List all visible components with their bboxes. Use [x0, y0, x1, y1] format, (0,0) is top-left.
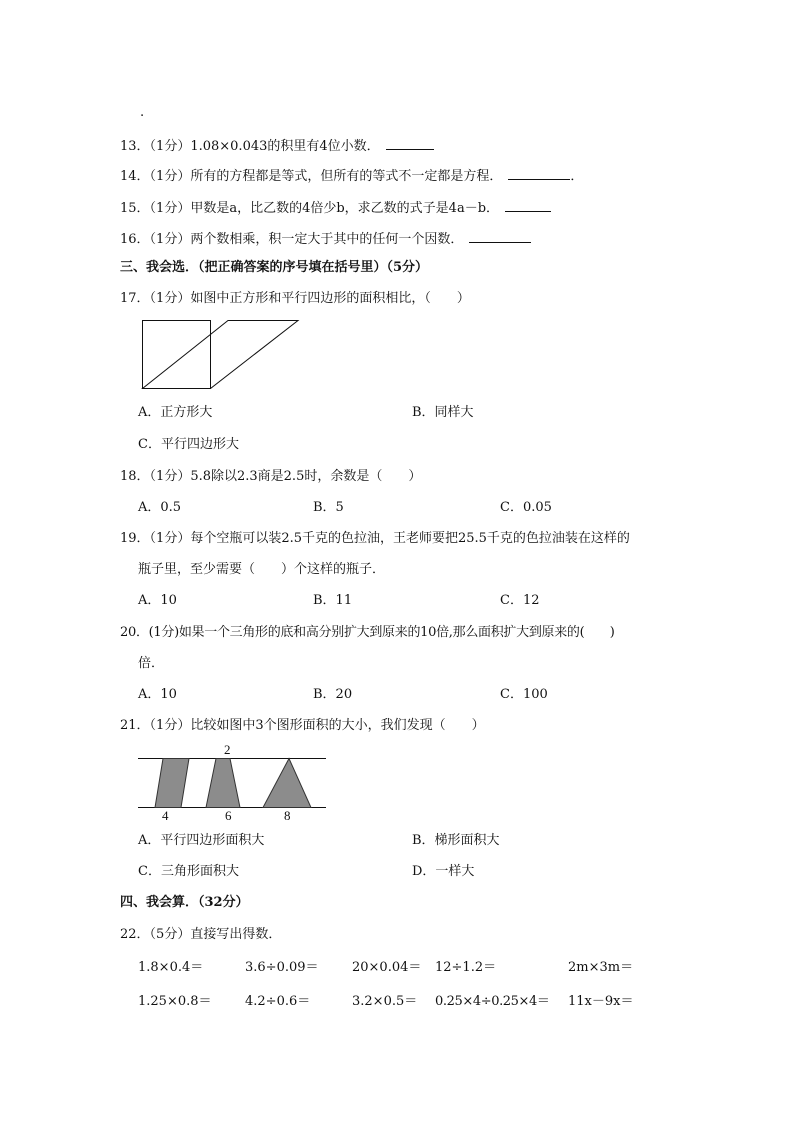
q20-option-a[interactable]: A．10	[138, 687, 177, 702]
section-3-heading: 三、我会选．（把正确答案的序号填在括号里）（5分）	[120, 260, 429, 275]
question-15-text: 甲数是a，比乙数的4倍少b，求乙数的式子是4a－b．	[190, 201, 500, 216]
question-13-number: 13．（1分）	[120, 139, 191, 154]
trapezoid-shape	[206, 759, 240, 808]
q17-option-c[interactable]: C．平行四边形大	[138, 437, 239, 452]
q18-option-c[interactable]: C．0.05	[500, 500, 552, 515]
q17-option-b[interactable]: B．同样大	[412, 405, 474, 420]
square-parallelogram-figure	[138, 316, 308, 392]
square-shape	[143, 321, 211, 389]
q21-option-d[interactable]: D．一样大	[412, 864, 475, 879]
q21-option-a[interactable]: A．平行四边形面积大	[138, 833, 265, 848]
question-16-text: 两个数相乘，积一定大于其中的任何一个因数．	[190, 232, 464, 247]
q21-option-c[interactable]: C．三角形面积大	[138, 864, 239, 879]
question-15	[120, 198, 551, 218]
answer-blank-16[interactable]	[469, 229, 531, 243]
calc-2-4: 0.25×4÷0.25×4＝	[435, 994, 550, 1009]
question-14-tail: ．	[570, 169, 584, 184]
calc-1-3: 20×0.04＝	[352, 960, 422, 975]
label-bottom-6: 6	[225, 808, 232, 822]
q20-option-c[interactable]: C．100	[500, 687, 548, 702]
q18-option-b[interactable]: B．5	[313, 500, 344, 515]
question-13-text: 1.08×0.043的积里有4位小数．	[190, 139, 380, 154]
question-19-stem-line2: 瓶子里，至少需要（ ）个这样的瓶子．	[138, 562, 386, 577]
question-20-stem-line2: 倍．	[138, 656, 165, 671]
q20-option-b[interactable]: B．20	[313, 687, 353, 702]
q19-option-b[interactable]: B．11	[313, 593, 353, 608]
q18-option-a[interactable]: A．0.5	[138, 500, 182, 515]
q17-option-a[interactable]: A．正方形大	[138, 405, 213, 420]
calc-2-1: 1.25×0.8＝	[138, 994, 212, 1009]
three-shapes-figure	[136, 740, 328, 822]
parallelogram-shape	[155, 759, 189, 808]
answer-blank-15[interactable]	[505, 198, 551, 212]
section-4-heading: 四、我会算．（32分）	[120, 895, 249, 910]
calc-1-2: 3.6÷0.09＝	[245, 960, 319, 975]
label-bottom-8: 8	[284, 808, 291, 822]
question-14-text: 所有的方程都是等式，但所有的等式不一定都是方程．	[190, 169, 503, 184]
q19-option-c[interactable]: C．12	[500, 593, 540, 608]
question-22-stem: 22．（5分）直接写出得数．	[120, 927, 282, 942]
question-20-stem-line1: 20．(1分)如果一个三角形的底和高分别扩大到原来的10倍,那么面积扩大到原来的( )	[120, 625, 615, 640]
calc-2-3: 3.2×0.5＝	[352, 994, 418, 1009]
calc-1-1: 1.8×0.4＝	[138, 960, 204, 975]
triangle-shape	[263, 759, 311, 808]
label-bottom-4: 4	[162, 808, 169, 822]
calc-2-2: 4.2÷0.6＝	[245, 994, 311, 1009]
question-15-number: 15．（1分）	[120, 201, 191, 216]
parallelogram-shape	[143, 321, 299, 389]
question-19-stem-line1: 19．（1分）每个空瓶可以装2.5千克的色拉油，王老师要把25.5千克的色拉油装在这样的	[120, 531, 630, 546]
question-14	[120, 166, 583, 186]
answer-blank-14[interactable]	[508, 166, 570, 180]
question-17-stem: 17．（1分）如图中正方形和平行四边形的面积相比，（ ）	[120, 291, 470, 306]
question-14-number: 14．（1分）	[120, 169, 191, 184]
calc-2-5: 11x－9x＝	[568, 994, 634, 1009]
question-18-stem: 18．（1分）5.8除以2.3商是2.5时，余数是（ ）	[120, 469, 422, 484]
question-21-stem: 21．（1分）比较如图中3个图形面积的大小，我们发现（ ）	[120, 718, 485, 733]
q19-option-a[interactable]: A．10	[138, 593, 177, 608]
label-top-2: 2	[224, 742, 231, 757]
q21-option-b[interactable]: B．梯形面积大	[412, 833, 500, 848]
continuation-dot: .	[140, 105, 145, 120]
answer-blank-13[interactable]	[386, 136, 434, 150]
question-13	[120, 136, 434, 156]
question-16	[120, 229, 531, 249]
calc-1-4: 12÷1.2＝	[435, 960, 497, 975]
question-16-number: 16．（1分）	[120, 232, 191, 247]
calc-1-5: 2m×3m＝	[568, 960, 634, 975]
